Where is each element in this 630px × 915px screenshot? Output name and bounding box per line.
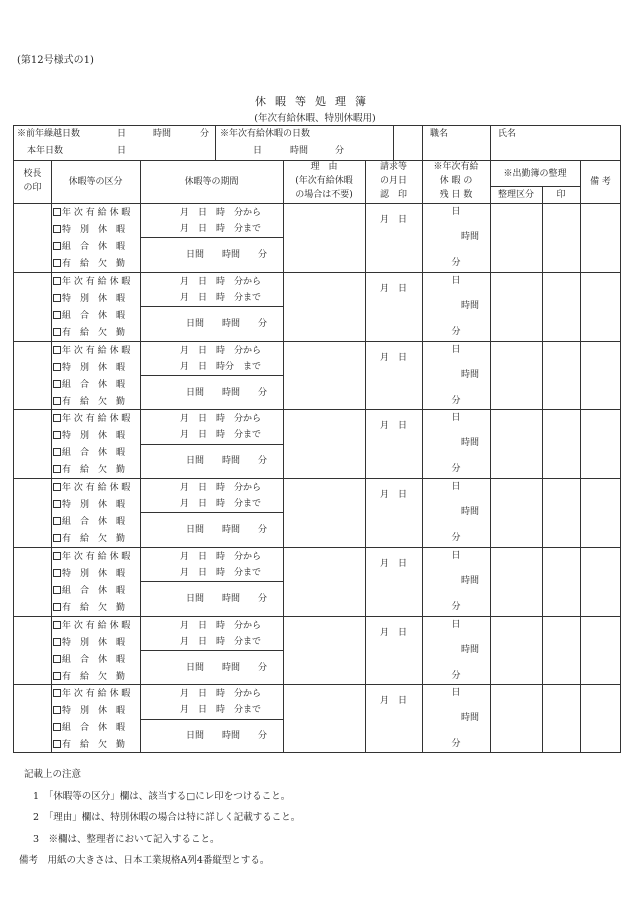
period-duration[interactable]: 日間 時間 分 [186,250,268,260]
leave-type-option[interactable]: 組 合 休 暇 [53,311,125,321]
period-to[interactable]: 月 日 時 分まで [180,224,262,234]
notes-remarks: 備考 用紙の大きさは、日本工業規格A列4番縦型とする。 [19,855,270,866]
remaining-hour-unit: 時間 [461,644,480,655]
record-row [14,272,621,341]
leave-type-option[interactable]: 年 次 有 給 休 暇 [53,552,130,562]
seal-header: 印 [556,190,566,200]
leave-type-option[interactable]: 年 次 有 給 休 暇 [53,208,130,218]
period-to[interactable]: 月 日 時 分まで [180,705,262,716]
checkbox-icon[interactable] [53,483,61,491]
checkbox-icon[interactable] [53,294,61,302]
remaining-minute-unit: 分 [451,739,461,750]
leave-type-option[interactable]: 特 別 休 暇 [53,706,125,716]
request-date-header-2: の月日 [379,176,407,186]
checkbox-icon[interactable] [53,569,61,577]
leave-type-option[interactable]: 特 別 休 暇 [53,431,125,441]
annual-remaining-header-1: ※年次有給 [433,162,479,172]
remaining-minute-unit: 分 [451,464,461,475]
period-to[interactable]: 月 日 時 分まで [180,499,262,509]
remaining-day-unit: 日 [451,550,461,561]
record-row [14,478,621,547]
annual-hour-unit: 時間 [290,146,309,156]
form-code: (第12号様式の1) [17,55,94,66]
checkbox-icon[interactable] [53,311,61,319]
period-from[interactable]: 月 日 時 分から [180,345,262,356]
checkbox-icon[interactable] [53,208,61,216]
page-title: 休暇等処理簿 [255,95,375,108]
record-row [14,341,621,410]
checkbox-icon[interactable] [53,242,61,250]
leave-type-option[interactable]: 組 合 休 暇 [53,586,125,596]
request-month-day[interactable]: 月 日 [379,627,407,638]
period-duration[interactable]: 日間 時間 分 [186,662,268,673]
annual-day-unit: 日 [253,146,263,156]
remarks-header: 備 考 [590,177,611,187]
request-month-day[interactable]: 月 日 [379,490,407,500]
carryover-minute-unit: 分 [200,129,210,139]
remaining-day-unit: 日 [451,207,461,217]
checkbox-icon[interactable] [53,363,61,371]
carryover-day-unit: 日 [117,129,127,139]
remaining-hour-unit: 時間 [461,300,480,311]
request-month-day[interactable]: 月 日 [379,352,407,363]
note-item-1: 1 「休暇等の区分」欄は、該当する□にレ印をつけること。 [33,790,291,802]
leave-record-form [13,125,621,753]
checkbox-icon[interactable] [53,277,61,285]
notes-section [19,764,301,872]
leave-type-option[interactable]: 有 給 欠 勤 [53,534,125,544]
record-row [14,616,621,685]
remaining-hour-unit: 時間 [461,438,480,449]
remaining-hour-unit: 時間 [461,507,480,517]
checkbox-icon[interactable] [53,397,61,405]
request-date-header-1: 請求等 [379,162,407,172]
checkbox-icon[interactable] [53,414,61,422]
remaining-minute-unit: 分 [451,395,461,406]
period-duration[interactable]: 日間 時間 分 [186,318,268,329]
leave-type-option[interactable]: 有 給 欠 勤 [53,603,125,613]
remaining-day-unit: 日 [451,688,461,699]
remaining-minute-unit: 分 [451,670,461,681]
leave-type-option[interactable]: 年 次 有 給 休 暇 [53,414,130,424]
remaining-day-unit: 日 [451,413,461,424]
period-from[interactable]: 月 日 時 分から [180,414,262,425]
checkbox-icon[interactable] [53,723,61,731]
leave-type-option[interactable]: 年 次 有 給 休 暇 [53,621,130,631]
leave-type-option[interactable]: 有 給 欠 勤 [53,328,125,338]
principal-seal-header-2: の印 [23,183,42,193]
request-month-day[interactable]: 月 日 [379,558,407,569]
leave-type-option[interactable]: 特 別 休 暇 [53,569,125,579]
checkbox-icon[interactable] [53,740,61,748]
position-label: 職名 [430,129,449,139]
checkbox-icon[interactable] [53,500,61,508]
classification-header: 整理区分 [497,190,534,200]
principal-seal-header-1: 校長 [23,169,42,179]
remaining-minute-unit: 分 [451,533,461,543]
leave-category-header: 休暇等の区分 [68,177,123,187]
period-to[interactable]: 月 日 時 分まで [180,567,262,578]
leave-type-option[interactable]: 年 次 有 給 休 暇 [53,346,130,356]
remaining-minute-unit: 分 [451,326,461,337]
checkbox-icon[interactable] [53,448,61,456]
checkbox-icon[interactable] [53,655,61,663]
leave-type-option[interactable]: 組 合 休 暇 [53,242,125,252]
checkbox-icon[interactable] [53,380,61,388]
leave-type-option[interactable]: 特 別 休 暇 [53,294,125,304]
period-duration[interactable]: 日間 時間 分 [186,456,268,467]
record-row [14,547,621,616]
annual-remaining-header-3: 残 日 数 [439,190,473,200]
request-month-day[interactable]: 月 日 [379,421,407,432]
period-duration[interactable]: 日間 時間 分 [186,525,268,535]
remaining-hour-unit: 時間 [461,232,480,242]
remaining-minute-unit: 分 [451,258,461,268]
period-from[interactable]: 月 日 時 分から [180,689,262,700]
period-from[interactable]: 月 日 時 分から [180,276,262,287]
checkbox-icon[interactable] [53,689,61,697]
period-to[interactable]: 月 日 時 分まで [180,292,262,303]
record-row [14,409,621,478]
leave-type-option[interactable]: 組 合 休 暇 [53,380,125,390]
leave-type-option[interactable]: 特 別 休 暇 [53,225,125,235]
period-duration[interactable]: 日間 時間 分 [186,593,268,604]
checkbox-icon[interactable] [53,225,61,233]
annual-minute-unit: 分 [335,146,345,156]
reason-header-2: (年次有給休暇 [295,176,353,186]
leave-type-option[interactable]: 有 給 欠 勤 [53,397,125,407]
leave-type-option[interactable]: 組 合 休 暇 [53,655,125,665]
remaining-day-unit: 日 [451,619,461,630]
period-duration[interactable]: 日間 時間 分 [186,731,268,742]
leave-type-option[interactable]: 有 給 欠 勤 [53,740,125,750]
page-subtitle: (年次有給休暇、特別休暇用) [254,113,376,124]
current-year-day-unit: 日 [117,146,127,156]
checkbox-icon[interactable] [53,517,61,525]
period-to[interactable]: 月 日 時 分まで [180,636,262,647]
checkbox-icon[interactable] [53,534,61,542]
checkbox-icon[interactable] [53,431,61,439]
leave-period-header: 休暇等の期間 [184,177,239,187]
leave-type-option[interactable]: 年 次 有 給 休 暇 [53,689,130,699]
leave-type-option[interactable]: 特 別 休 暇 [53,500,125,510]
leave-type-option[interactable]: 有 給 欠 勤 [53,259,125,269]
leave-type-option[interactable]: 組 合 休 暇 [53,448,125,458]
leave-type-option[interactable]: 有 給 欠 勤 [53,465,125,475]
leave-type-option[interactable]: 特 別 休 暇 [53,638,125,648]
checkbox-icon[interactable] [53,586,61,594]
reason-header-3: の場合は不要) [295,190,353,200]
checkbox-icon[interactable] [53,603,61,611]
checkbox-icon[interactable] [53,328,61,336]
note-item-3: 3 ※欄は、整理者において記入すること。 [33,833,220,845]
remaining-hour-unit: 時間 [461,713,480,724]
name-label: 氏名 [498,129,517,139]
request-month-day[interactable]: 月 日 [379,283,407,294]
remaining-day-unit: 日 [451,344,461,355]
remaining-day-unit: 日 [451,275,461,286]
note-item-2: 2 「理由」欄は、特別休暇の場合は特に詳しく記載すること。 [33,812,301,823]
remaining-hour-unit: 時間 [461,575,480,586]
notes-heading: 記載上の注意 [24,769,82,780]
remaining-day-unit: 日 [451,482,461,492]
annual-remaining-header-2: 休 暇 の [439,176,473,186]
remaining-hour-unit: 時間 [461,369,480,380]
checkbox-icon[interactable] [53,672,61,680]
checkbox-icon[interactable] [53,706,61,714]
period-to[interactable]: 月 日 時分 まで [180,361,262,372]
leave-type-option[interactable]: 年 次 有 給 休 暇 [53,483,130,493]
checkbox-icon[interactable] [53,465,61,473]
period-from[interactable]: 月 日 時 分から [180,551,262,562]
period-from[interactable]: 月 日 時 分から [180,620,262,631]
carryover-hour-unit: 時間 [153,129,172,139]
checkbox-icon[interactable] [53,346,61,354]
request-month-day[interactable]: 月 日 [379,696,407,707]
checkbox-icon[interactable] [53,552,61,560]
leave-type-option[interactable]: 有 給 欠 勤 [53,672,125,682]
period-to[interactable]: 月 日 時 分まで [180,430,262,441]
remaining-minute-unit: 分 [451,601,461,612]
leave-type-option[interactable]: 組 合 休 暇 [53,517,125,527]
carryover-label: ※前年繰越日数 [17,129,81,139]
reason-header-1: 理 由 [310,162,338,172]
period-duration[interactable]: 日間 時間 分 [186,387,268,398]
checkbox-icon[interactable] [53,259,61,267]
period-from[interactable]: 月 日 時 分から [180,208,262,218]
annual-days-label: ※年次有給休暇の日数 [220,129,311,139]
checkbox-icon[interactable] [53,621,61,629]
leave-type-option[interactable]: 年 次 有 給 休 暇 [53,277,130,287]
request-month-day[interactable]: 月 日 [379,215,407,225]
period-from[interactable]: 月 日 時 分から [180,483,262,493]
current-year-label: 本年日数 [27,146,64,156]
attendance-book-header: ※出勤簿の整理 [503,169,567,179]
record-row [14,203,621,272]
checkbox-icon[interactable] [53,638,61,646]
leave-type-option[interactable]: 特 別 休 暇 [53,363,125,373]
request-date-header-3: 認 印 [379,190,407,200]
record-row [14,684,621,753]
leave-type-option[interactable]: 組 合 休 暇 [53,723,125,733]
